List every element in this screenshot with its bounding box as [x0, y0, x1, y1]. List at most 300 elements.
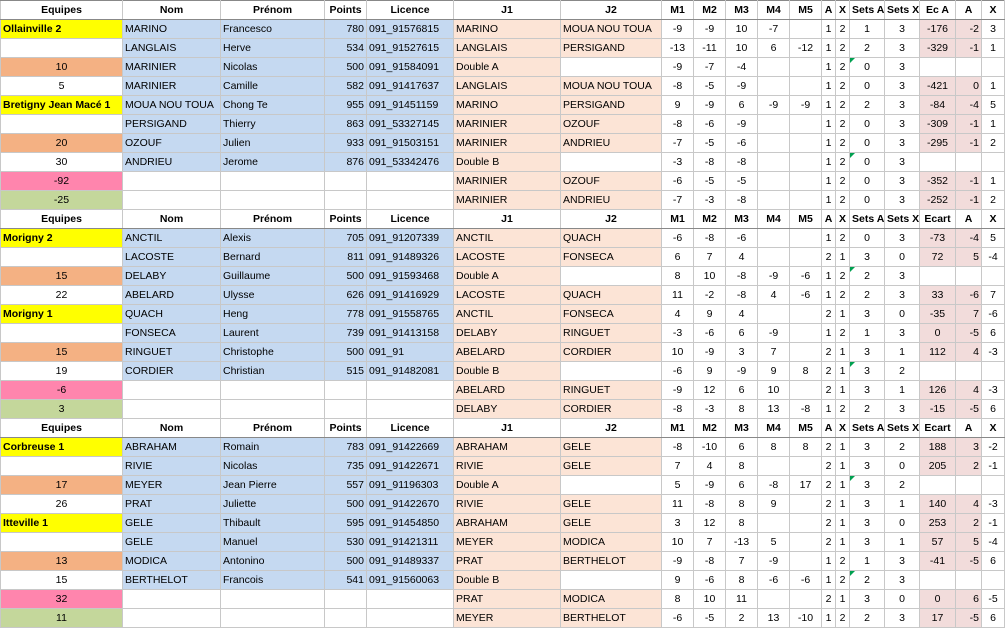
set-score-m2[interactable]: -5 [694, 77, 726, 96]
result-x[interactable]: 1 [836, 476, 850, 495]
set-score-m4[interactable]: 9 [758, 362, 790, 381]
set-score-m3[interactable]: 6 [726, 324, 758, 343]
result-x[interactable]: 2 [836, 134, 850, 153]
set-score-m1[interactable]: -6 [662, 362, 694, 381]
player-nom[interactable]: MARINIER [123, 58, 221, 77]
team-result-a[interactable]: 0 [956, 77, 982, 96]
header-j1[interactable]: J1 [454, 1, 561, 20]
sets-x[interactable]: 1 [885, 381, 920, 400]
team-stat[interactable]: 30 [1, 153, 123, 172]
set-score-m5[interactable] [790, 533, 822, 552]
set-score-m3[interactable]: 8 [726, 457, 758, 476]
set-score-m3[interactable]: -6 [726, 134, 758, 153]
header-j1[interactable]: J1 [454, 210, 561, 229]
result-x[interactable]: 2 [836, 286, 850, 305]
player-nom[interactable]: RINGUET [123, 343, 221, 362]
player-nom[interactable]: MARINIER [123, 77, 221, 96]
team-result-a[interactable]: -1 [956, 134, 982, 153]
match-j1[interactable]: MEYER [454, 533, 561, 552]
player-prenom[interactable]: Alexis [221, 229, 325, 248]
player-licence[interactable]: 091_91207339 [367, 229, 454, 248]
sets-x[interactable]: 2 [885, 476, 920, 495]
sets-a[interactable]: 2 [850, 96, 885, 115]
player-nom[interactable] [123, 381, 221, 400]
ecart[interactable]: 205 [920, 457, 956, 476]
set-score-m5[interactable] [790, 590, 822, 609]
player-points[interactable] [325, 172, 367, 191]
player-points[interactable] [325, 400, 367, 419]
team-result-a[interactable]: 3 [956, 438, 982, 457]
set-score-m1[interactable]: -3 [662, 153, 694, 172]
team-result-a[interactable]: -5 [956, 609, 982, 628]
team-result-a[interactable] [956, 58, 982, 77]
result-a[interactable]: 1 [822, 286, 836, 305]
team-result-x[interactable]: 7 [982, 286, 1005, 305]
team-result-x[interactable]: 2 [982, 134, 1005, 153]
header-a[interactable]: A [822, 210, 836, 229]
set-score-m4[interactable] [758, 77, 790, 96]
player-licence[interactable]: 091_91482081 [367, 362, 454, 381]
result-a[interactable]: 2 [822, 381, 836, 400]
result-x[interactable]: 1 [836, 381, 850, 400]
team-result-a[interactable] [956, 267, 982, 286]
player-licence[interactable] [367, 400, 454, 419]
set-score-m5[interactable] [790, 191, 822, 210]
team-result-a[interactable]: -1 [956, 191, 982, 210]
header-points[interactable]: Points [325, 419, 367, 438]
set-score-m4[interactable] [758, 457, 790, 476]
set-score-m1[interactable]: -9 [662, 381, 694, 400]
set-score-m3[interactable]: 6 [726, 438, 758, 457]
match-j2[interactable]: MOUA NOU TOUA [561, 77, 662, 96]
player-licence[interactable]: 091_91413158 [367, 324, 454, 343]
player-prenom[interactable] [221, 400, 325, 419]
match-j2[interactable]: OZOUF [561, 115, 662, 134]
result-x[interactable]: 1 [836, 533, 850, 552]
match-j1[interactable]: Double B [454, 571, 561, 590]
set-score-m3[interactable]: 8 [726, 400, 758, 419]
set-score-m5[interactable]: -8 [790, 400, 822, 419]
player-prenom[interactable]: Manuel [221, 533, 325, 552]
set-score-m1[interactable]: 7 [662, 457, 694, 476]
match-j1[interactable]: Double A [454, 267, 561, 286]
set-score-m5[interactable]: -10 [790, 609, 822, 628]
set-score-m4[interactable] [758, 229, 790, 248]
result-a[interactable]: 2 [822, 343, 836, 362]
ecart[interactable]: 126 [920, 381, 956, 400]
sets-a[interactable]: 3 [850, 248, 885, 267]
set-score-m3[interactable]: 6 [726, 96, 758, 115]
set-score-m4[interactable] [758, 514, 790, 533]
team-result-a[interactable]: 6 [956, 590, 982, 609]
match-j2[interactable]: PERSIGAND [561, 96, 662, 115]
header-ecart[interactable]: Ec A [920, 1, 956, 20]
player-licence[interactable]: 091_91527615 [367, 39, 454, 58]
match-j2[interactable]: QUACH [561, 229, 662, 248]
player-prenom[interactable] [221, 381, 325, 400]
set-score-m1[interactable]: -8 [662, 438, 694, 457]
player-points[interactable]: 534 [325, 39, 367, 58]
sets-x[interactable]: 3 [885, 77, 920, 96]
team-stat[interactable]: 3 [1, 400, 123, 419]
match-j2[interactable] [561, 267, 662, 286]
result-x[interactable]: 1 [836, 495, 850, 514]
player-nom[interactable]: MARINO [123, 20, 221, 39]
ecart[interactable]: -329 [920, 39, 956, 58]
sets-a[interactable]: 2 [850, 400, 885, 419]
header-a[interactable]: A [822, 419, 836, 438]
player-nom[interactable]: MOUA NOU TOUA [123, 96, 221, 115]
sets-a[interactable]: 2 [850, 609, 885, 628]
set-score-m1[interactable]: 10 [662, 533, 694, 552]
team-result-a[interactable]: 5 [956, 533, 982, 552]
player-licence[interactable]: 091_91421311 [367, 533, 454, 552]
set-score-m4[interactable] [758, 305, 790, 324]
team-result-a[interactable]: 7 [956, 305, 982, 324]
set-score-m1[interactable]: 8 [662, 267, 694, 286]
player-nom[interactable] [123, 400, 221, 419]
team-result-x[interactable]: -1 [982, 514, 1005, 533]
set-score-m2[interactable]: 4 [694, 457, 726, 476]
match-j1[interactable]: MARINIER [454, 134, 561, 153]
header-m5[interactable]: M5 [790, 1, 822, 20]
set-score-m5[interactable] [790, 134, 822, 153]
team-result-x[interactable]: -3 [982, 495, 1005, 514]
ecart[interactable]: -352 [920, 172, 956, 191]
set-score-m3[interactable]: 2 [726, 609, 758, 628]
player-prenom[interactable]: Herve [221, 39, 325, 58]
set-score-m1[interactable]: -6 [662, 172, 694, 191]
team-stat[interactable]: 15 [1, 571, 123, 590]
match-j2[interactable]: GELE [561, 514, 662, 533]
player-licence[interactable]: 091_91503151 [367, 134, 454, 153]
match-j2[interactable]: CORDIER [561, 400, 662, 419]
team-result-x[interactable]: 1 [982, 77, 1005, 96]
match-j2[interactable]: GELE [561, 438, 662, 457]
set-score-m1[interactable]: -9 [662, 58, 694, 77]
ecart[interactable]: -295 [920, 134, 956, 153]
result-a[interactable]: 1 [822, 58, 836, 77]
team-result-x[interactable]: -6 [982, 305, 1005, 324]
set-score-m3[interactable]: -8 [726, 286, 758, 305]
player-points[interactable]: 500 [325, 495, 367, 514]
team-name[interactable]: Ollainville 2 [1, 20, 123, 39]
header-sets-x[interactable]: Sets X [885, 210, 920, 229]
ecart[interactable]: 57 [920, 533, 956, 552]
set-score-m5[interactable] [790, 77, 822, 96]
sets-a[interactable]: 3 [850, 457, 885, 476]
set-score-m2[interactable]: -9 [694, 476, 726, 495]
set-score-m5[interactable] [790, 343, 822, 362]
player-nom[interactable]: ABRAHAM [123, 438, 221, 457]
player-prenom[interactable]: Julien [221, 134, 325, 153]
ecart[interactable]: -252 [920, 191, 956, 210]
player-points[interactable]: 780 [325, 20, 367, 39]
player-nom[interactable] [123, 590, 221, 609]
set-score-m2[interactable]: -10 [694, 438, 726, 457]
result-x[interactable]: 2 [836, 229, 850, 248]
set-score-m2[interactable]: -8 [694, 552, 726, 571]
set-score-m2[interactable]: -11 [694, 39, 726, 58]
result-a[interactable]: 2 [822, 514, 836, 533]
set-score-m1[interactable]: 3 [662, 514, 694, 533]
team-stat[interactable] [1, 115, 123, 134]
set-score-m5[interactable] [790, 552, 822, 571]
team-name[interactable]: Corbreuse 1 [1, 438, 123, 457]
match-j2[interactable] [561, 476, 662, 495]
header-equipes[interactable]: Equipes [1, 210, 123, 229]
ecart[interactable]: -421 [920, 77, 956, 96]
header-m4[interactable]: M4 [758, 210, 790, 229]
result-a[interactable]: 2 [822, 590, 836, 609]
player-nom[interactable]: FONSECA [123, 324, 221, 343]
result-x[interactable]: 1 [836, 362, 850, 381]
sets-x[interactable]: 1 [885, 533, 920, 552]
team-stat[interactable] [1, 533, 123, 552]
player-licence[interactable]: 091_91 [367, 343, 454, 362]
sets-a[interactable]: 0 [850, 191, 885, 210]
team-stat[interactable] [1, 39, 123, 58]
set-score-m5[interactable]: -6 [790, 571, 822, 590]
set-score-m2[interactable]: -9 [694, 96, 726, 115]
team-result-a[interactable]: -1 [956, 115, 982, 134]
set-score-m2[interactable]: -8 [694, 495, 726, 514]
team-result-x[interactable] [982, 58, 1005, 77]
header-x[interactable]: X [836, 419, 850, 438]
set-score-m3[interactable]: -4 [726, 58, 758, 77]
player-points[interactable]: 863 [325, 115, 367, 134]
player-prenom[interactable]: Francesco [221, 20, 325, 39]
set-score-m4[interactable]: 9 [758, 495, 790, 514]
set-score-m5[interactable] [790, 229, 822, 248]
set-score-m1[interactable]: 11 [662, 495, 694, 514]
header-m2[interactable]: M2 [694, 1, 726, 20]
match-j2[interactable]: BERTHELOT [561, 609, 662, 628]
team-result-x[interactable]: -4 [982, 248, 1005, 267]
header-m4[interactable]: M4 [758, 1, 790, 20]
player-points[interactable] [325, 590, 367, 609]
sets-a[interactable]: 2 [850, 267, 885, 286]
player-nom[interactable]: GELE [123, 533, 221, 552]
set-score-m5[interactable] [790, 324, 822, 343]
set-score-m2[interactable]: -7 [694, 58, 726, 77]
set-score-m4[interactable]: 8 [758, 438, 790, 457]
set-score-m1[interactable]: 9 [662, 96, 694, 115]
team-result-a[interactable] [956, 571, 982, 590]
match-j2[interactable]: CORDIER [561, 343, 662, 362]
set-score-m4[interactable]: 7 [758, 343, 790, 362]
sets-a[interactable]: 0 [850, 153, 885, 172]
player-points[interactable]: 739 [325, 324, 367, 343]
team-stat[interactable]: 11 [1, 609, 123, 628]
team-result-x[interactable] [982, 362, 1005, 381]
player-licence[interactable]: 091_91417637 [367, 77, 454, 96]
set-score-m4[interactable] [758, 134, 790, 153]
result-x[interactable]: 2 [836, 552, 850, 571]
match-j1[interactable]: Double A [454, 476, 561, 495]
team-result-x[interactable] [982, 153, 1005, 172]
team-result-a[interactable]: 2 [956, 514, 982, 533]
player-prenom[interactable]: Jean Pierre [221, 476, 325, 495]
team-stat[interactable]: -92 [1, 172, 123, 191]
result-a[interactable]: 2 [822, 533, 836, 552]
player-licence[interactable]: 091_91489326 [367, 248, 454, 267]
team-result-a[interactable] [956, 153, 982, 172]
set-score-m1[interactable]: -8 [662, 77, 694, 96]
ecart[interactable] [920, 571, 956, 590]
set-score-m4[interactable]: 13 [758, 400, 790, 419]
team-result-a[interactable]: -1 [956, 172, 982, 191]
match-j2[interactable] [561, 153, 662, 172]
set-score-m2[interactable]: 10 [694, 267, 726, 286]
set-score-m1[interactable]: -7 [662, 191, 694, 210]
team-result-x[interactable]: 2 [982, 191, 1005, 210]
sets-x[interactable]: 3 [885, 400, 920, 419]
player-licence[interactable] [367, 381, 454, 400]
result-x[interactable]: 2 [836, 400, 850, 419]
match-j2[interactable]: OZOUF [561, 172, 662, 191]
set-score-m3[interactable]: -9 [726, 115, 758, 134]
set-score-m2[interactable]: 12 [694, 514, 726, 533]
set-score-m5[interactable] [790, 115, 822, 134]
sets-a[interactable]: 2 [850, 286, 885, 305]
result-a[interactable]: 2 [822, 457, 836, 476]
sets-x[interactable]: 3 [885, 267, 920, 286]
set-score-m2[interactable]: 7 [694, 248, 726, 267]
player-licence[interactable] [367, 590, 454, 609]
sets-x[interactable]: 3 [885, 115, 920, 134]
sets-a[interactable]: 0 [850, 229, 885, 248]
ecart[interactable] [920, 267, 956, 286]
team-result-a[interactable]: 4 [956, 343, 982, 362]
match-j2[interactable]: MODICA [561, 533, 662, 552]
team-stat[interactable]: 19 [1, 362, 123, 381]
set-score-m3[interactable]: 8 [726, 514, 758, 533]
sets-x[interactable]: 0 [885, 514, 920, 533]
player-licence[interactable]: 091_91593468 [367, 267, 454, 286]
team-stat[interactable]: 26 [1, 495, 123, 514]
team-result-x[interactable]: 6 [982, 400, 1005, 419]
header-m3[interactable]: M3 [726, 419, 758, 438]
match-j1[interactable]: Double B [454, 153, 561, 172]
ecart[interactable]: 112 [920, 343, 956, 362]
team-stat[interactable]: -6 [1, 381, 123, 400]
match-j1[interactable]: PRAT [454, 590, 561, 609]
set-score-m2[interactable]: -8 [694, 153, 726, 172]
player-points[interactable]: 933 [325, 134, 367, 153]
team-name[interactable]: Morigny 1 [1, 305, 123, 324]
player-prenom[interactable] [221, 590, 325, 609]
player-licence[interactable]: 091_53342476 [367, 153, 454, 172]
team-result-x[interactable]: 3 [982, 20, 1005, 39]
header-j1[interactable]: J1 [454, 419, 561, 438]
sets-a[interactable]: 1 [850, 20, 885, 39]
sets-a[interactable]: 1 [850, 324, 885, 343]
set-score-m4[interactable]: 5 [758, 533, 790, 552]
result-x[interactable]: 2 [836, 20, 850, 39]
result-a[interactable]: 2 [822, 476, 836, 495]
player-prenom[interactable] [221, 609, 325, 628]
player-points[interactable]: 500 [325, 552, 367, 571]
match-j1[interactable]: RIVIE [454, 495, 561, 514]
player-nom[interactable]: PERSIGAND [123, 115, 221, 134]
player-licence[interactable]: 091_53327145 [367, 115, 454, 134]
match-j1[interactable]: LANGLAIS [454, 77, 561, 96]
sets-x[interactable]: 3 [885, 552, 920, 571]
result-x[interactable]: 2 [836, 39, 850, 58]
match-j1[interactable]: LANGLAIS [454, 39, 561, 58]
match-j1[interactable]: Double A [454, 58, 561, 77]
match-j1[interactable]: ANCTIL [454, 305, 561, 324]
player-nom[interactable]: GELE [123, 514, 221, 533]
header-nom[interactable]: Nom [123, 210, 221, 229]
set-score-m3[interactable]: 4 [726, 248, 758, 267]
result-a[interactable]: 1 [822, 609, 836, 628]
team-stat[interactable]: 13 [1, 552, 123, 571]
ecart[interactable]: -309 [920, 115, 956, 134]
player-points[interactable]: 626 [325, 286, 367, 305]
team-result-x[interactable]: -2 [982, 438, 1005, 457]
result-x[interactable]: 1 [836, 457, 850, 476]
header-m3[interactable]: M3 [726, 210, 758, 229]
sets-x[interactable]: 1 [885, 495, 920, 514]
team-name[interactable]: Itteville 1 [1, 514, 123, 533]
player-nom[interactable]: BERTHELOT [123, 571, 221, 590]
team-result-a[interactable]: 4 [956, 381, 982, 400]
header-nom[interactable]: Nom [123, 419, 221, 438]
set-score-m1[interactable]: 9 [662, 571, 694, 590]
ecart[interactable]: 33 [920, 286, 956, 305]
match-j1[interactable]: PRAT [454, 552, 561, 571]
set-score-m1[interactable]: -6 [662, 609, 694, 628]
player-prenom[interactable]: Ulysse [221, 286, 325, 305]
set-score-m4[interactable] [758, 172, 790, 191]
team-stat[interactable]: -25 [1, 191, 123, 210]
player-nom[interactable]: ANCTIL [123, 229, 221, 248]
match-j2[interactable] [561, 571, 662, 590]
set-score-m1[interactable]: -7 [662, 134, 694, 153]
match-j1[interactable]: ABRAHAM [454, 514, 561, 533]
sets-x[interactable]: 3 [885, 39, 920, 58]
set-score-m3[interactable]: -8 [726, 153, 758, 172]
player-points[interactable]: 783 [325, 438, 367, 457]
sets-x[interactable]: 3 [885, 172, 920, 191]
player-licence[interactable] [367, 609, 454, 628]
header-points[interactable]: Points [325, 210, 367, 229]
set-score-m5[interactable]: -6 [790, 267, 822, 286]
team-stat[interactable] [1, 324, 123, 343]
result-x[interactable]: 2 [836, 77, 850, 96]
header-x[interactable]: X [836, 210, 850, 229]
ecart[interactable]: 140 [920, 495, 956, 514]
sets-a[interactable]: 3 [850, 305, 885, 324]
header-sets-x[interactable]: Sets X [885, 1, 920, 20]
player-prenom[interactable]: Francois [221, 571, 325, 590]
player-nom[interactable]: DELABY [123, 267, 221, 286]
sets-x[interactable]: 2 [885, 438, 920, 457]
team-result-a[interactable]: -2 [956, 20, 982, 39]
sets-a[interactable]: 0 [850, 115, 885, 134]
set-score-m3[interactable]: 8 [726, 495, 758, 514]
set-score-m5[interactable] [790, 514, 822, 533]
team-name[interactable]: Morigny 2 [1, 229, 123, 248]
header-sets-a[interactable]: Sets A [850, 419, 885, 438]
ecart[interactable] [920, 153, 956, 172]
player-points[interactable]: 557 [325, 476, 367, 495]
header-result-x[interactable]: X [982, 419, 1005, 438]
sets-a[interactable]: 0 [850, 58, 885, 77]
ecart[interactable]: 17 [920, 609, 956, 628]
